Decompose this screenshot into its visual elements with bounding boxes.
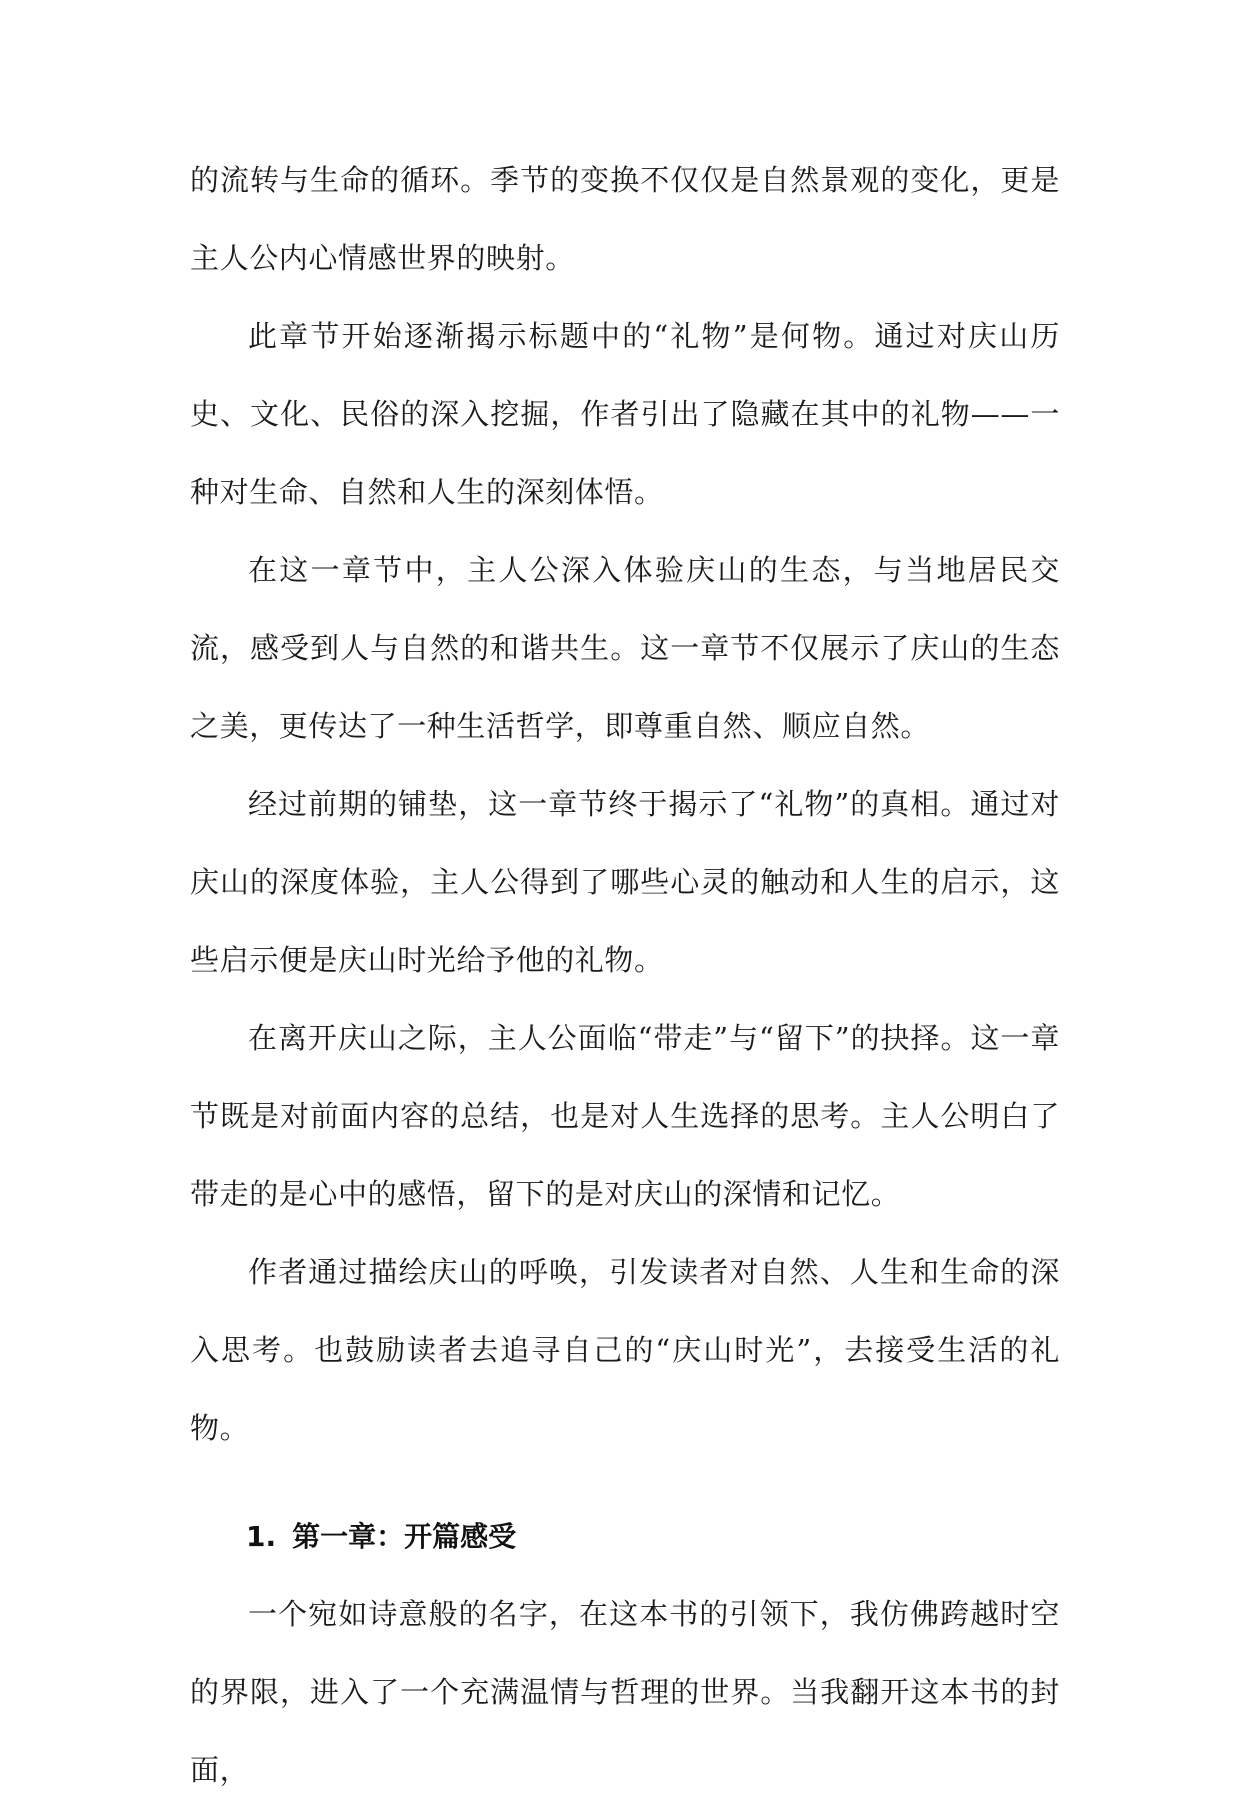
paragraph-3: 在这一章节中，主人公深入体验庆山的生态，与当地居民交流，感受到人与自然的和谐共生。这一章节不仅展示了庆山的生态之美，更传达了一种生活哲学，即尊重自然、顺应自然。 — [190, 553, 1060, 743]
section-heading-title: 第一章：开篇感受 — [292, 1520, 517, 1553]
paragraph-5: 在离开庆山之际，主人公面临“带走”与“留下”的抉择。这一章节既是对前面内容的总结，也是对人生选择的思考。主人公明白了带走的是心中的感悟，留下的是对庆山的深情和记忆。 — [190, 1021, 1060, 1211]
paragraph-4: 经过前期的铺垫，这一章节终于揭示了“礼物”的真相。通过对庆山的深度体验，主人公得到了哪些心灵的触动和人生的启示，这些启示便是庆山时光给予他的礼物。 — [190, 787, 1060, 977]
section-heading — [190, 1507, 1060, 1567]
paragraph-2: 此章节开始逐渐揭示标题中的“礼物”是何物。通过对庆山历史、文化、民俗的深入挖掘，作者引出了隐藏在其中的礼物——一种对生命、自然和人生的深刻体悟。 — [190, 319, 1060, 509]
paragraph-6: 作者通过描绘庆山的呼唤，引发读者对自然、人生和生命的深入思考。也鼓励读者去追寻自己的“庆山时光”，去接受生活的礼物。 — [190, 1255, 1060, 1445]
paragraph-1: 的流转与生命的循环。季节的变换不仅仅是自然景观的变化，更是主人公内心情感世界的映射。 — [190, 163, 1060, 275]
section-heading-number: 1. — [246, 1520, 277, 1553]
document-body — [190, 141, 1060, 1809]
paragraph-7: 一个宛如诗意般的名字，在这本书的引领下，我仿佛跨越时空的界限，进入了一个充满温情与哲理的世界。当我翻开这本书的封面， — [190, 1597, 1060, 1787]
